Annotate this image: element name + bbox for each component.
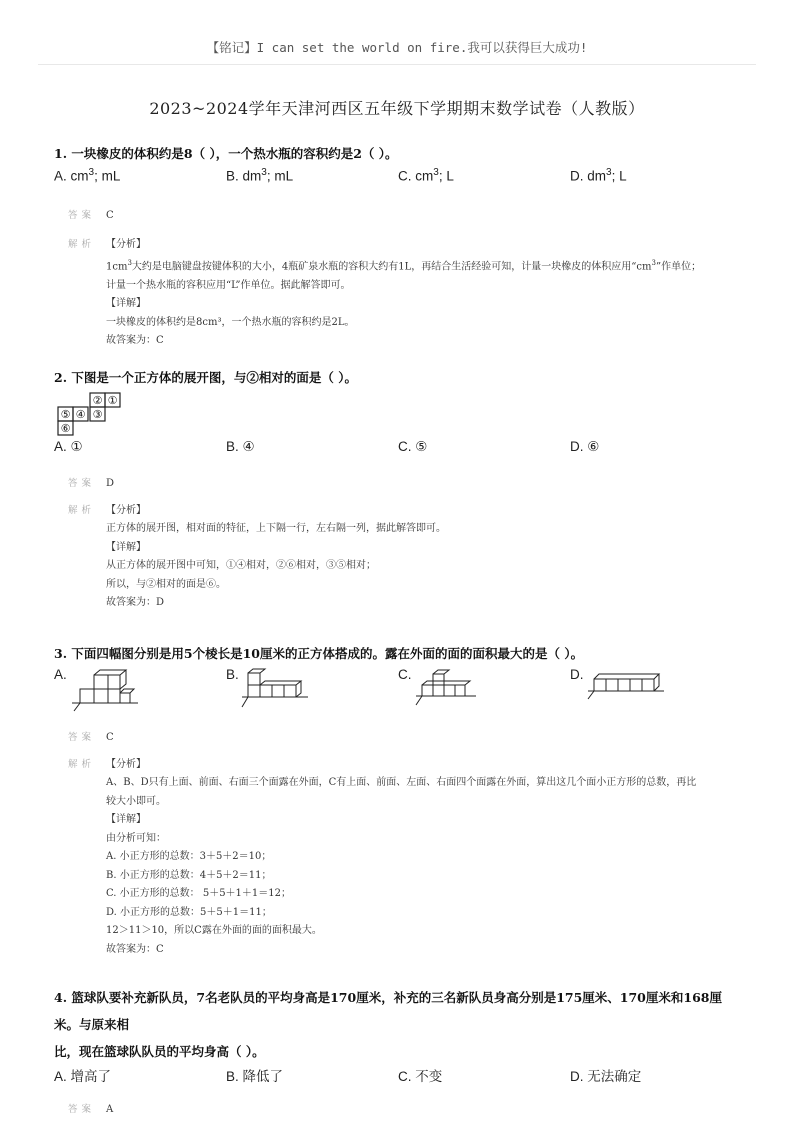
- option-a: A.: [54, 667, 67, 682]
- net-face: ⑤: [60, 408, 71, 421]
- question-stem-line-2: 比，现在篮球队队员的平均身高（ ）。: [54, 1044, 265, 1059]
- option-c: C.: [398, 667, 412, 682]
- option-a: A. ①: [54, 439, 83, 454]
- explanation-body: 【分析】 $1cm^3$大约是电脑键盘按键体积的大小，4瓶矿泉水瓶的容积大约有1L，再结合生活经验可知，计量一块橡皮的体积应用“$cm^3$”作单位； 计量一个热水瓶的容积应用“L”作单位。据此解答即可。 【详解】 一块橡皮的体积约是8cm³，一个热水瓶的容积约是2L。 故答案为：C: [106, 238, 702, 347]
- option-d: D. 无法确定: [570, 1069, 642, 1084]
- option-d: D.: [570, 667, 584, 682]
- answer-row: [54, 207, 744, 226]
- question-stem-line-1: 4. 篮球队要补充新队员，7名老队员的平均身高是170厘米，补充的三名新队员身高分别是175厘米、170厘米和168厘米。与原来相: [54, 990, 722, 1032]
- cube-stack-figure-c: [412, 667, 482, 713]
- net-face: ⑥: [60, 422, 71, 435]
- explanation: [54, 756, 744, 960]
- page-title: 2023~2024学年天津河西区五年级下学期期末数学试卷（人教版）: [149, 99, 645, 118]
- explain-label: 解析: [68, 504, 96, 516]
- question-stem: 2. 下图是一个正方体的展开图，与②相对的面是（ ）。: [54, 370, 358, 385]
- answer-row: [54, 1101, 744, 1120]
- motto-header: 【铭记】I can set the world on fire.我可以获得巨大成功!: [206, 40, 588, 55]
- option-b: B. ④: [226, 439, 255, 454]
- cube-net-figure: [54, 391, 134, 439]
- explanation: [54, 502, 744, 613]
- question-4: [54, 984, 744, 1120]
- option-c: C. 不变: [398, 1069, 443, 1084]
- explanation-body: 【分析】 A、B、D只有上面、前面、右面三个面露在外面，C有上面、前面、左面、右面四个面露在外面，算出这几个面小正方形的总数，再比 较大小即可。 【详解】 由分析可知： A. 小正方形的总数：3＋5＋2＝10； B. 小正方形的总数：4＋5＋2＝11； C. 小正方形的总数： 5＋5＋1＋1＝12； D. 小正方形的总数：5＋5＋1＝11； 12＞11＞10，所以C露在外面的面的面积最大。 故答案为：C: [106, 758, 697, 955]
- net-face: ③: [92, 408, 103, 421]
- question-stem: 3. 下面四幅图分别是用5个棱长是10厘米的正方体搭成的。露在外面的面的面积最大的是（ ）。: [54, 646, 584, 661]
- answer-row: [54, 729, 744, 748]
- option-a: A. $cm^3$; mL: [54, 167, 121, 184]
- answer-value: C: [106, 210, 114, 221]
- cube-stack-figure-b: [240, 667, 310, 713]
- explanation: [54, 236, 744, 351]
- option-d: D. ⑥: [570, 439, 600, 454]
- answer-row: [54, 475, 744, 494]
- cube-stack-figure-d: [584, 667, 664, 713]
- net-face: ①: [107, 394, 118, 407]
- question-3: [54, 640, 744, 959]
- answer-label: 答案: [68, 210, 96, 221]
- answer-label: 答案: [68, 1104, 96, 1115]
- options-row: [54, 167, 744, 189]
- explanation-body: 【分析】 正方体的展开图，相对面的特征，上下隔一行，左右隔一列，据此解答即可。 【详解】 从正方体的展开图中可知，①④相对，②⑥相对，③⑤相对； 所以，与②相对的面是⑥。 故答案为：D: [106, 504, 446, 608]
- options-row: [54, 439, 744, 461]
- answer-value: D: [106, 478, 115, 489]
- explain-label: 解析: [68, 758, 96, 770]
- net-face: ②: [92, 394, 103, 407]
- question-1: [54, 140, 744, 351]
- answer-label: 答案: [68, 732, 96, 743]
- option-b: B. $dm^3$; mL: [226, 167, 294, 184]
- header-divider: [38, 64, 756, 65]
- option-b: B. 降低了: [226, 1069, 284, 1084]
- explain-label: 解析: [68, 238, 96, 250]
- option-a: A. 增高了: [54, 1069, 112, 1084]
- option-c: C. $cm^3$; L: [398, 167, 454, 184]
- net-face: ④: [75, 408, 86, 421]
- question-stem: 1. 一块橡皮的体积约是8（ ），一个热水瓶的容积约是2（ ）。: [54, 146, 398, 161]
- answer-label: 答案: [68, 478, 96, 489]
- option-b: B.: [226, 667, 239, 682]
- answer-value: A: [106, 1104, 114, 1115]
- options-row: [54, 667, 744, 715]
- option-d: D. $dm^3$; L: [570, 167, 627, 184]
- option-c: C. ⑤: [398, 439, 428, 454]
- cube-stack-figure-a: [68, 667, 138, 713]
- answer-value: C: [106, 732, 114, 743]
- question-2: [54, 364, 744, 613]
- options-row: [54, 1065, 744, 1087]
